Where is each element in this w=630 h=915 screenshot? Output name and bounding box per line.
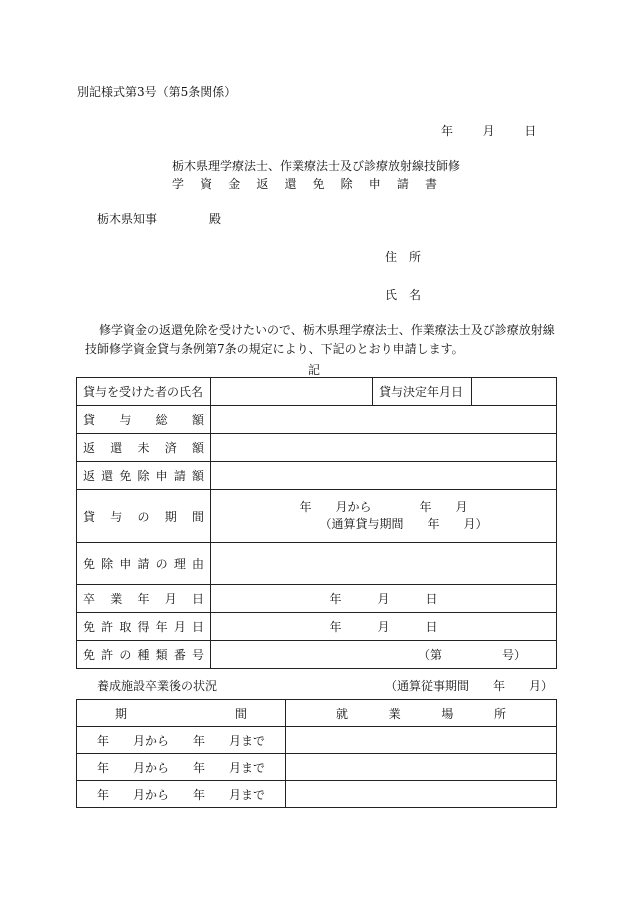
period-column-header: 期間 xyxy=(77,700,286,727)
ki-marker: 記 xyxy=(308,363,321,377)
graduation-date-label: 卒業年月日 xyxy=(77,585,211,613)
table-row xyxy=(77,378,557,406)
table-header-row xyxy=(77,700,557,727)
employment-table xyxy=(76,699,557,808)
exemption-reason-label: 免除申請の理由 xyxy=(77,543,211,585)
table-row xyxy=(77,462,557,490)
date-day: 日 xyxy=(524,124,537,138)
address-label: 住 所 xyxy=(385,250,422,264)
employment-section-title: 養成施設卒業後の状況 xyxy=(97,679,218,693)
workplace-field[interactable] xyxy=(286,781,557,808)
applicant-name-label: 氏 名 xyxy=(385,288,422,302)
table-row xyxy=(77,754,557,781)
table-row xyxy=(77,490,557,543)
license-number-field[interactable]: （第 号） xyxy=(211,641,557,669)
table-row xyxy=(77,727,557,754)
total-employment-period: （通算従事期間 年 月） xyxy=(385,679,554,693)
license-date-field[interactable]: 年 月 日 xyxy=(211,613,557,641)
document-title-line1: 栃木県理学療法士、作業療法士及び診療放射線技師修 xyxy=(172,159,461,173)
application-statement xyxy=(85,321,565,359)
workplace-column-header: 就業場所 xyxy=(286,700,557,727)
unpaid-amount-field[interactable] xyxy=(211,434,557,462)
statement-line2: 技師修学資金貸与条例第7条の規定により、下記のとおり申請します。 xyxy=(85,342,464,356)
employment-period-field[interactable]: 年 月から 年 月まで xyxy=(77,727,286,754)
addressee xyxy=(97,210,221,227)
graduation-date-field[interactable]: 年 月 日 xyxy=(211,585,557,613)
workplace-field[interactable] xyxy=(286,754,557,781)
loan-decision-date-field[interactable] xyxy=(472,378,557,406)
workplace-field[interactable] xyxy=(286,727,557,754)
loan-details-table xyxy=(76,377,557,669)
employment-period-field[interactable]: 年 月から 年 月まで xyxy=(77,781,286,808)
table-row xyxy=(77,434,557,462)
loan-period-range: 年 月から 年 月 xyxy=(299,500,468,514)
loan-period-field[interactable] xyxy=(211,490,557,543)
form-number-label: 別記様式第3号（第5条関係） xyxy=(77,85,237,99)
table-row xyxy=(77,585,557,613)
exemption-reason-field[interactable] xyxy=(211,543,557,585)
total-loan-field[interactable] xyxy=(211,406,557,434)
recipient: 栃木県知事 xyxy=(97,212,158,226)
table-row xyxy=(77,641,557,669)
date-year: 年 xyxy=(441,124,454,138)
honorific: 殿 xyxy=(209,212,222,226)
statement-line1: 修学資金の返還免除を受けたいので、栃木県理学療法士、作業療法士及び診療放射線 xyxy=(99,323,555,337)
loan-period-total: （通算貸与期間 年 月） xyxy=(319,517,488,531)
table-row xyxy=(77,406,557,434)
date-month: 月 xyxy=(482,124,495,138)
employment-period-field[interactable]: 年 月から 年 月まで xyxy=(77,754,286,781)
application-date xyxy=(441,122,536,139)
table-row xyxy=(77,781,557,808)
exemption-amount-label: 返還免除申請額 xyxy=(77,462,211,490)
borrower-name-label: 貸与を受けた者の氏名 xyxy=(77,378,211,406)
borrower-name-field[interactable] xyxy=(211,378,373,406)
total-loan-label: 貸与総額 xyxy=(77,406,211,434)
license-number-label: 免許の種類番号 xyxy=(77,641,211,669)
table-row xyxy=(77,613,557,641)
exemption-amount-field[interactable] xyxy=(211,462,557,490)
unpaid-amount-label: 返還未済額 xyxy=(77,434,211,462)
license-date-label: 免許取得年月日 xyxy=(77,613,211,641)
loan-period-label: 貸与の期間 xyxy=(77,490,211,543)
table-row xyxy=(77,543,557,585)
loan-decision-date-label: 貸与決定年月日 xyxy=(373,378,472,406)
document-title-line2: 学資金返還免除申請書 xyxy=(172,177,437,191)
